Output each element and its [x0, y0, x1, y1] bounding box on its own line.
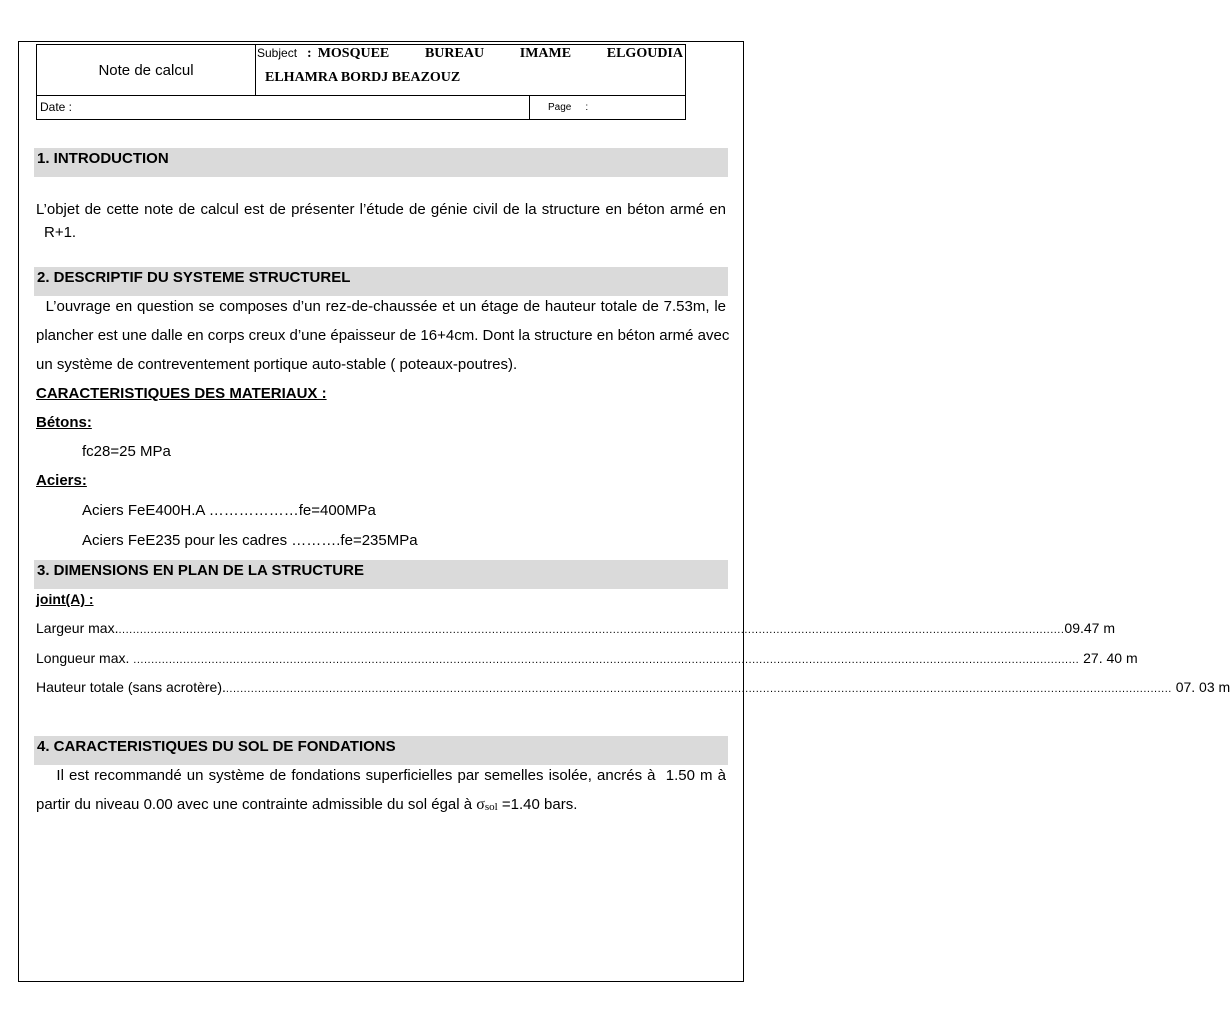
header-table — [36, 44, 686, 120]
structure-line-1: L’ouvrage en question se composes d’un rez-de-chaussée et un étage de hauteur totale de 7.53m, le — [36, 298, 726, 315]
sigma-symbol — [476, 796, 497, 813]
section-1-heading-band — [34, 148, 728, 177]
page-label: Page — [548, 102, 572, 113]
section-4-title: 4. CARACTERISTIQUES DU SOL DE FONDATIONS — [37, 738, 396, 755]
header-row-1 — [37, 45, 685, 96]
leader-dots: .......................................................................................................................................................................................................................................................................... — [133, 654, 1080, 666]
section-2-title: 2. DESCRIPTIF DU SYSTEME STRUCTUREL — [37, 269, 351, 286]
subject-words — [318, 46, 683, 62]
intro-line-1: L’objet de cette note de calcul est de présenter l’étude de génie civil de la structure en béton armé en — [36, 201, 726, 218]
dimension-row — [36, 679, 1230, 695]
subject-separator: : — [307, 46, 312, 61]
dimension-value: 27. 40 m — [1079, 650, 1138, 666]
leader-dots: .......................................................................................................................................................................................................................................................................... — [118, 624, 1065, 636]
aciers-heading: Aciers: — [36, 472, 87, 489]
section-1-title: 1. INTRODUCTION — [37, 150, 169, 167]
dimension-label: Largeur max. — [36, 620, 119, 636]
page-field — [530, 96, 685, 119]
subject-word: ELGOUDIA — [606, 46, 683, 61]
acier-1: Aciers FeE400H.A ………………fe=400MPa — [82, 502, 376, 519]
section-3-heading-band — [34, 560, 728, 589]
soil-line-2-start: partir du niveau 0.00 avec une contrainte admissible du sol égal à — [36, 796, 477, 813]
date-field: Date : — [37, 96, 530, 119]
subject-word: MOSQUEE — [317, 46, 390, 61]
doc-title: Note de calcul — [37, 45, 256, 95]
materials-heading: CARACTERISTIQUES DES MATERIAUX : — [36, 385, 327, 402]
acier-2: Aciers FeE235 pour les cadres ……….fe=235MPa — [82, 532, 418, 549]
dimension-value: 07. 03 m — [1171, 679, 1230, 695]
betons-value: fc28=25 MPa — [82, 443, 171, 460]
structure-line-3: un système de contreventement portique auto-stable ( poteaux-poutres). — [36, 356, 518, 373]
soil-line-1: Il est recommandé un système de fondations superficielles par semelles isolée, ancrés à 1.50 m à — [36, 767, 726, 784]
section-2-heading-band — [34, 267, 728, 296]
structure-line-2: plancher est une dalle en corps creux d’une épaisseur de 16+4cm. Dont la structure en béton armé avec — [36, 327, 730, 344]
dimension-row — [36, 620, 1116, 636]
section-3-title: 3. DIMENSIONS EN PLAN DE LA STRUCTURE — [37, 562, 364, 579]
intro-line-2: R+1. — [44, 224, 77, 241]
subject-label: Subject — [257, 46, 298, 60]
sigma-letter: σ — [476, 796, 485, 813]
subject-line-2: ELHAMRA BORDJ BEAZOUZ — [265, 70, 461, 85]
dimension-label: Hauteur totale (sans acrotère). — [36, 679, 226, 695]
subject-cell — [257, 45, 685, 95]
dimension-row — [36, 650, 1138, 666]
dimension-value: 09.47 m — [1064, 620, 1116, 636]
joint-heading: joint(A) : — [36, 591, 94, 607]
section-4-heading-band — [34, 736, 728, 765]
leader-dots: .......................................................................................................................................................................................................................................................................... — [225, 683, 1172, 695]
subject-line-1 — [257, 46, 683, 66]
sigma-subscript: sol — [484, 801, 498, 813]
betons-heading: Bétons: — [36, 414, 92, 431]
dimension-label: Longueur max. — [36, 650, 134, 666]
page-colon: : — [585, 102, 589, 113]
header-row-2 — [37, 96, 685, 119]
soil-line-2 — [36, 796, 577, 814]
subject-word: BUREAU — [424, 46, 485, 61]
soil-line-2-end: =1.40 bars. — [497, 796, 578, 813]
subject-word: IMAME — [519, 46, 572, 61]
